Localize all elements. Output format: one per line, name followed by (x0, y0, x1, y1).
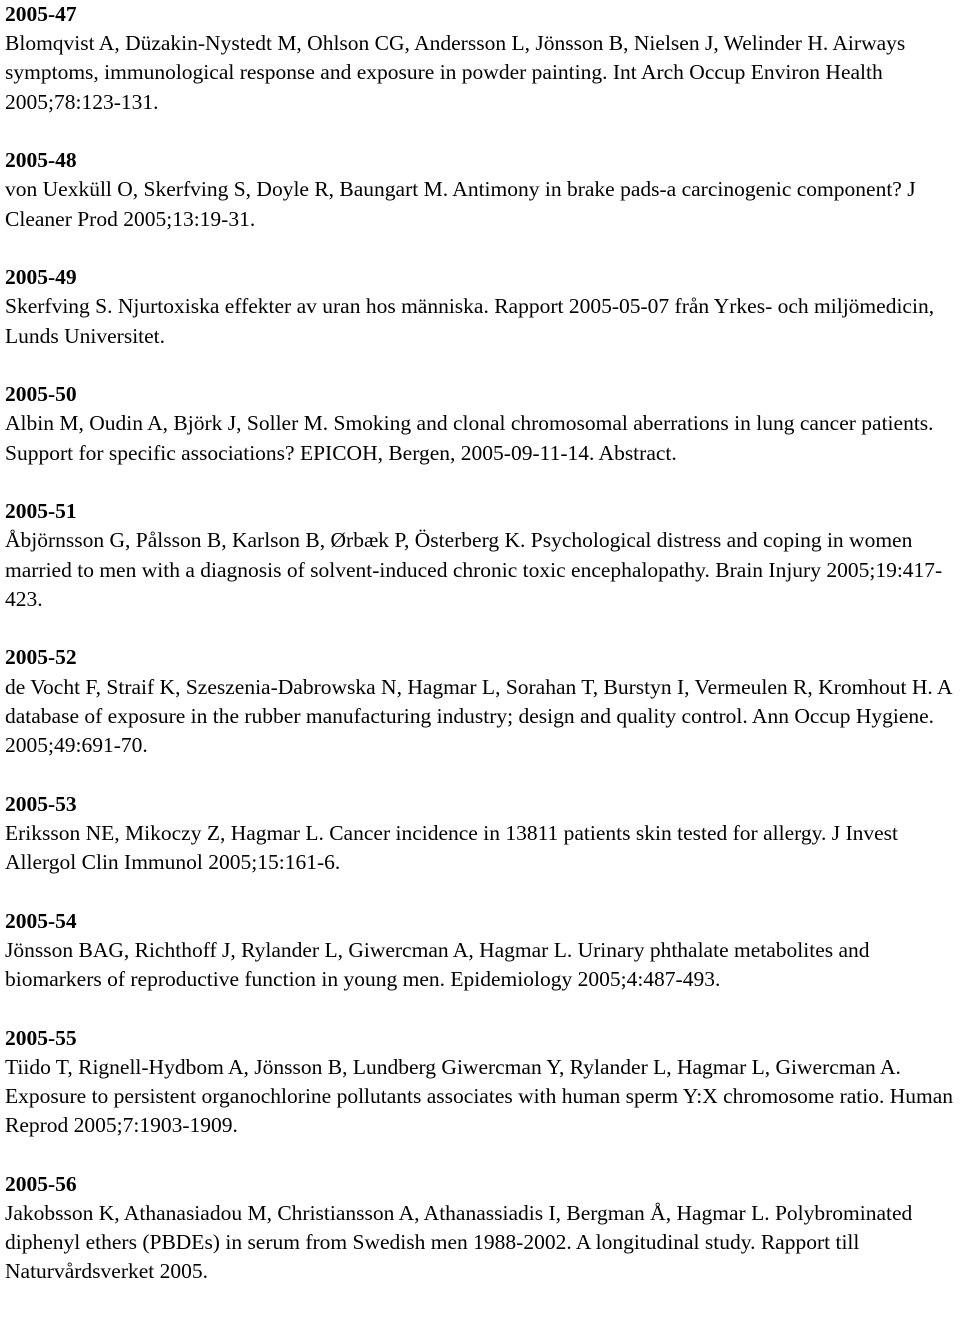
reference-entry (5, 907, 955, 995)
reference-entry (5, 146, 955, 234)
reference-id: 2005-54 (5, 908, 77, 933)
reference-text: Jakobsson K, Athanasiadou M, Christiansson A, Athanassiadis I, Bergman Å, Hagmar L. Polybrominated diphenyl ethers (PBDEs) in serum from Swedish men 1988-2002. A longitudinal study. Rapport till Naturvårdsverket 2005. (5, 1201, 913, 1284)
reference-entry (5, 790, 955, 878)
reference-text: von Uexküll O, Skerfving S, Doyle R, Baungart M. Antimony in brake pads-a carcinogenic component? J Cleaner Prod 2005;13:19-31. (5, 177, 916, 231)
reference-id: 2005-53 (5, 791, 77, 816)
reference-id: 2005-50 (5, 382, 77, 407)
reference-entry (5, 380, 955, 468)
reference-list (5, 0, 955, 1316)
reference-entry (5, 643, 955, 760)
reference-id: 2005-47 (5, 2, 77, 26)
reference-entry (5, 263, 955, 351)
reference-text: Tiido T, Rignell-Hydbom A, Jönsson B, Lundberg Giwercman Y, Rylander L, Hagmar L, Giwercman A. Exposure to persistent organochlorine pollutants associates with human sperm Y:X chromosome ratio. Human Reprod 2005;7:1903-1909. (5, 1054, 954, 1138)
reference-text: Albin M, Oudin A, Björk J, Soller M. Smoking and clonal chromosomal aberrations in lung cancer patients. Support for specific associations? EPICOH, Bergen, 2005-09-11-14. Abstract. (5, 411, 934, 465)
reference-entry (5, 0, 955, 117)
reference-text: Åbjörnsson G, Pålsson B, Karlson B, Ørbæk P, Österberg K. Psychological distress and coping in women married to men with a diagnosis of solvent-induced chronic toxic encephalopathy. Brain Injury 2005;19:417-423. (5, 528, 943, 611)
reference-text: Skerfving S. Njurtoxiska effekter av uran hos människa. Rapport 2005-05-07 från Yrkes- och miljömedicin, Lunds Universitet. (5, 294, 935, 348)
reference-entry (5, 497, 955, 614)
reference-entry (5, 1170, 955, 1287)
reference-id: 2005-51 (5, 499, 77, 524)
reference-text: Jönsson BAG, Richthoff J, Rylander L, Giwercman A, Hagmar L. Urinary phthalate metabolites and biomarkers of reproductive function in young men. Epidemiology 2005;4:487-493. (5, 937, 870, 992)
reference-id: 2005-49 (5, 265, 77, 290)
reference-id: 2005-55 (5, 1025, 77, 1050)
reference-text: Eriksson NE, Mikoczy Z, Hagmar L. Cancer incidence in 13811 patients skin tested for allergy. J Invest Allergol Clin Immunol 2005;15:161-6. (5, 820, 899, 875)
reference-entry (5, 1024, 955, 1141)
reference-id: 2005-48 (5, 148, 77, 173)
reference-text: de Vocht F, Straif K, Szeszenia-Dabrowska N, Hagmar L, Sorahan T, Burstyn I, Vermeulen R, Kromhout H. A database of exposure in the rubber manufacturing industry; design and quality control. Ann Occup Hygiene. 2005;49:691-70. (5, 674, 952, 758)
reference-id: 2005-56 (5, 1171, 77, 1196)
reference-id: 2005-52 (5, 645, 77, 670)
reference-text: Blomqvist A, Düzakin-Nystedt M, Ohlson CG, Andersson L, Jönsson B, Nielsen J, Welinder H. Airways symptoms, immunological response and exposure in powder painting. Int Arch Occup Environ Health 2005;78:123-131. (5, 31, 906, 114)
